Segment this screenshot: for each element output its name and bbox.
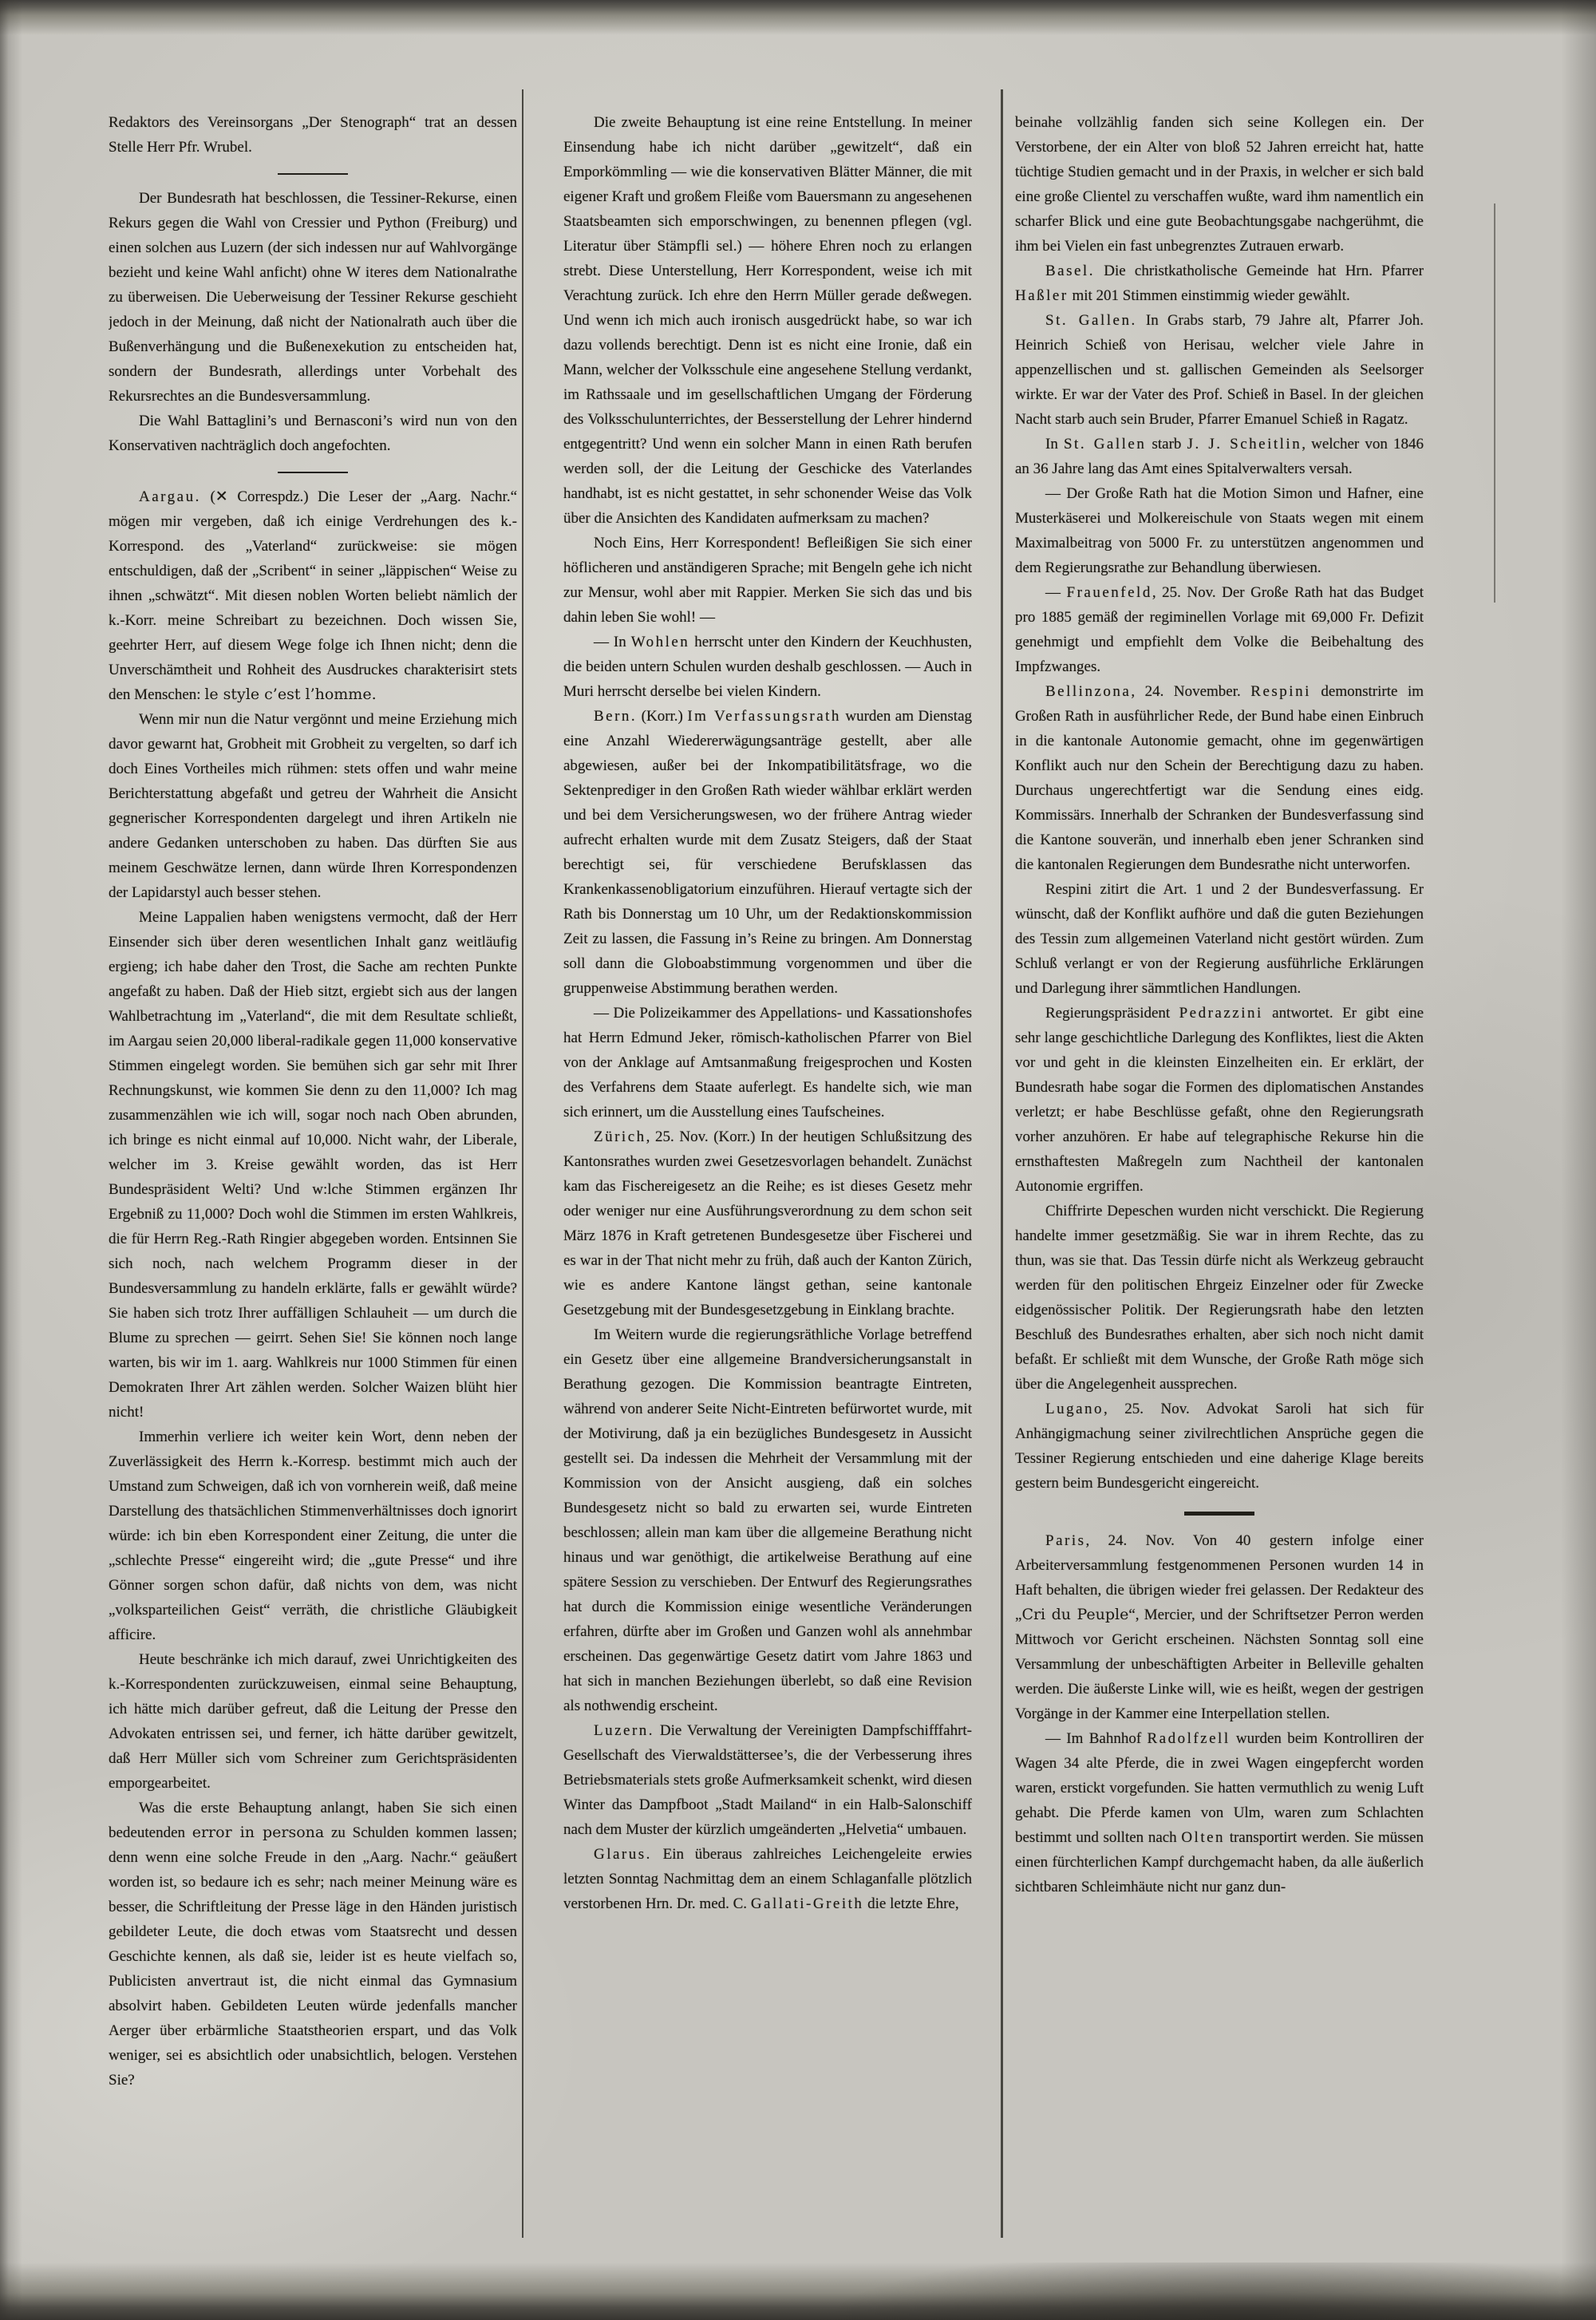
body-text: Heute beschränke ich mich darauf, zwei Unrichtigkeiten des k.-Korrespondenten zurückzuweisen, einmal seine Behauptung, ich hätte mich darüber gefreut, daß die Leitung der Presse den Advokaten entrissen sei, und ferner, ich hätte darüber gewitzelt, daß Herr Müller sich vom Schreiner zum Gerichtspräsidenten emporgearbeitet. [109, 1651, 517, 1792]
spaced-lead: Radolfzell [1147, 1730, 1231, 1747]
body-text: Die Wahl Battaglini’s und Bernasconi’s wird nun von den Konservativen nachträglich doch angefochten. [109, 413, 517, 454]
paragraph [1015, 1726, 1424, 1899]
paragraph [109, 707, 517, 905]
body-text: Die christkatholische Gemeinde hat Hrn. Pfarrer [1094, 263, 1424, 279]
section-divider [278, 472, 348, 473]
body-text: Die zweite Behauptung ist eine reine Entstellung. In meiner Einsendung habe ich nicht darüber „gewitzelt“, daß ein Emporkömmling — wie die konservativen Blätter Männer, die mit eigener Kraft und großem Fleiße vom Bauersmann zu angesehenen Staatsbeamten sich emporschwingen, zu benennen pflegen (vgl. Literatur über Stämpfli sel.) — höhere Ehren noch zu erlangen strebt. Diese Unterstellung, Herr Korrespondent, weise ich mit Verachtung zurück. Ich ehre den Herrn Müller gerade deßwegen. Und wenn ich mich auch ironisch ausgedrückt habe, so war ich dazu vollends berechtigt. Denn ist es nicht eine Ironie, daß ein Mann, welcher der Volksschule eine angesehene Stellung verdankt, im Rathssaale und im gesellschaftlichen Umgang der Förderung des Volksschulunterrichtes, der Besserstellung der Lehrer hindernd entgegentritt? Und wenn ein solcher Mann in einen Rath berufen werden soll, der die Leitung der Geschicke des Vaterlandes handhabt, ist es nicht gestattet, in sehr schonender Weise das Volk über die Ansichten des Kandidaten aufmerksam zu machen? [563, 114, 972, 527]
paragraph [563, 1124, 972, 1322]
body-text: starb [1146, 436, 1187, 453]
spaced-lead: Respini [1250, 683, 1311, 700]
body-text: (Korr.) [637, 708, 688, 725]
scan-artifact-line [1494, 204, 1495, 603]
paragraph [109, 1647, 517, 1796]
paragraph [563, 531, 972, 630]
newspaper-column-3 [1015, 110, 1424, 2298]
body-text: , 25. Nov. Advokat Saroli hat sich für Anhängigmachung seiner zivilrechtlichen Ansprüche gegen die Tessiner Regierung entschieden und eine daherige Klage bereits gestern beim Bundesgericht eingereicht. [1015, 1401, 1424, 1492]
antiqua-text: le style c’est l’homme. [204, 686, 377, 703]
paragraph [1015, 1001, 1424, 1199]
newspaper-column-2 [563, 110, 972, 2298]
body-text: Die Verwaltung der Vereinigten Dampfschifffahrt-Gesellschaft des Vierwaldstättersee’s, die der Verbesserung ihres Betriebsmaterials stets große Aufmerksamkeit schenkt, wird diesen Winter das Dampfboot „Stadt Mailand“ in ein Halb-Salonschiff nach dem Muster der kürzlich umgeänderten „Helvetia“ umbauen. [563, 1722, 972, 1838]
paragraph [563, 1001, 972, 1124]
spaced-lead: Paris [1045, 1532, 1086, 1549]
body-text: Noch Eins, Herr Korrespondent! Befleißigen Sie sich einer höflicheren und anständigeren Sprache; mit Bengeln gehe ich nicht zur Mensur, wohl aber mit Rappier. Merken Sie sich das und bis dahin leben Sie wohl! — [563, 535, 972, 626]
body-text: Respini zitirt die Art. 1 und 2 der Bundesverfassung. Er wünscht, daß der Konflikt aufhöre und daß die guten Beziehungen des Tessin zum allgemeinen Vaterland nicht gestört würden. Zum Schluß verlangt er von der Regierung ausführliche Erklärungen und Darlegung ihrer sämmtlichen Handlungen. [1015, 881, 1424, 997]
paragraph [1015, 308, 1424, 432]
spaced-lead: Pedrazzini [1179, 1005, 1263, 1022]
paragraph [109, 1796, 517, 2093]
body-text: In Grabs starb, 79 Jahre alt, Pfarrer Joh. Heinrich Schieß von Herisau, welcher viele Jahre in appenzellischen und st. gallischen Gemeinden als Seelsorger wirkte. Er war der Vater des Prof. Schieß in Basel. In der gleichen Nacht starb auch sein Bruder, Pfarrer Emanuel Schieß in Ragatz. [1015, 312, 1424, 428]
body-text: Immerhin verliere ich weiter kein Wort, denn neben der Zuverlässigkeit des Herrn k.-Korresp. bestimmt mich auch der Umstand zum Schweigen, daß ich von vornherein weiß, daß meine Darstellung des thatsächlichen Stimmenverhältnisses doch ignorirt würde: ich bin eben Korrespondent einer Zeitung, die unter die „schlechte Presse“ eingereiht wird; die „gute Presse“ und ihre Gönner sorgen schon dafür, daß nichts von dem, was nicht „volksparteilichen Geist“ verräth, die christliche Gläubigkeit afficire. [109, 1429, 517, 1643]
spaced-lead: Bern. [594, 708, 638, 725]
body-text: Ein überaus zahlreiches Leichengeleite erwies letzten Sonntag Nachmittag dem an einem Schlaganfalle plötzlich verstorbenen Hrn. Dr. med. C. [563, 1846, 972, 1912]
spaced-lead: Luzern. [594, 1722, 655, 1739]
body-text: wurden am Dienstag eine Anzahl Wiedererwägungsanträge gestellt, aber alle abgewiesen, außer bei der Inkompatibilitätsfrage, wo die Sektenprediger in den Großen Rath wieder wählbar erklärt werden und bei dem Versicherungswesen, wo der frühere Antrag wieder aufrecht erhalten wurde mit dem Zusatz Steigers, daß der Staat berechtigt sei, für verschiedene Berufsklassen das Krankenkassenobligatorium einzuführen. Hierauf vertagte sich der Rath bis Donnerstag um 10 Uhr, um der Redaktionskommission Zeit zu lassen, die Fassung in’s Reine zu bringen. Am Donnerstag soll dann die Globoabstimmung vorgenommen und über die gruppenweise Abstimmung berathen werden. [563, 708, 972, 997]
spaced-lead: Im Verfassungsrath [687, 708, 841, 725]
body-text: , 25. Nov. Der Große Rath hat das Budget pro 1885 gemäß der regiminellen Vorlage mit 69,000 Fr. Defizit genehmigt und empfiehlt dem Volke die Beibehaltung des Impfzwanges. [1015, 584, 1424, 675]
paragraph [1015, 481, 1424, 580]
paragraph [563, 704, 972, 1001]
paragraph [109, 110, 517, 160]
paragraph [1015, 432, 1424, 481]
paragraph [563, 1718, 972, 1842]
paragraph [563, 1322, 972, 1718]
body-text: — In [594, 634, 631, 650]
paragraph [109, 1425, 517, 1647]
spaced-lead: Basel. [1045, 263, 1095, 279]
body-text: Was die erste Behauptung anlangt, haben Sie sich einen bedeutenden [109, 1800, 517, 1841]
body-text: wurden beim Kontrolliren der Wagen 34 alte Pferde, die in zwei Wagen eingepfercht worden waren, erstickt vorgefunden. Sie hatten vermuthlich zu wenig Luft gehabt. Die Pferde kamen von Ulm, waren zum Schlachten bestimmt und sollten nach [1015, 1730, 1424, 1846]
spaced-lead: Aargau. [139, 488, 201, 505]
scan-edge-right [1561, 0, 1596, 2320]
body-text: — Der Große Rath hat die Motion Simon und Hafner, eine Musterkäserei und Molkereischule von Staats wegen mit einem Maximalbeitrag von 5000 Fr. zu unterstützen angenommen und dem Regierungsrathe zur Behandlung überwiesen. [1015, 485, 1424, 576]
newspaper-column-1 [109, 110, 517, 2298]
body-text: In [1045, 436, 1064, 453]
antiqua-text: Cri du Peuple [1021, 1606, 1129, 1623]
scan-edge-left [0, 0, 22, 2320]
scan-edge-top [0, 0, 1596, 35]
paragraph [563, 1842, 972, 1916]
spaced-lead: Wohlen [630, 634, 690, 650]
spaced-lead: Haßler [1015, 287, 1069, 304]
body-text: mit 201 Stimmen einstimmig wieder gewählt. [1068, 287, 1350, 304]
body-text: Redaktors des Vereinsorgans „Der Stenograph“ trat an dessen Stelle Herr Pfr. Wrubel. [109, 114, 517, 156]
body-text: Chiffrirte Depeschen wurden nicht verschickt. Die Regierung handelte immer gesetzmäßig. Sie war in ihrem Rechte, das zu thun, was sie that. Das Tessin dürfe nicht als Werkzeug gebraucht werden für den politischen Ehrgeiz Einzelner oder für Zwecke eidgenössischer Politik. Der Regierungsrath habe den letzten Beschluß des Bundesrathes erhalten, aber sich noch nicht damit befaßt. Er schließt mit dem Wunsche, der Große Rath möge sich über die Angelegenheit aussprechen. [1015, 1203, 1424, 1393]
paragraph [1015, 877, 1424, 1001]
column-rule-left [522, 89, 523, 2238]
body-text: zu Schulden kommen lassen; denn wenn eine solche Freude in den „Aarg. Nachr.“ geäußert worden ist, so bedaure ich es sehr; nach meiner Meinung wäre es besser, die Schriftleitung der Presse läge in den Händen juristisch gebildeter Leute, die doch etwas vom Staatsrecht und dessen Geschichte kennen, als daß sie, leider ist es heute vielfach so, Publicisten anvertraut ist, die nicht einmal das Gymnasium absolvirt haben. Gebildeten Leuten würde jedenfalls mancher Aerger über erbärmliche Staatstheorien erspart, und das Volk weniger, sei es absichtlich oder unabsichtlich, belogen. Verstehen Sie? [109, 1824, 517, 2089]
body-text: herrscht unter den Kindern der Keuchhusten, die beiden untern Schulen wurden deshalb geschlossen. — Auch in Muri herrscht derselbe bei vielen Kindern. [563, 634, 972, 700]
body-text: — Im Bahnhof [1045, 1730, 1148, 1747]
section-divider [1184, 1512, 1254, 1516]
paragraph [109, 905, 517, 1425]
body-text: “, Mercier, und der Schriftsetzer Perron werden Mittwoch vor Gericht erscheinen. Nächsten Sonntag soll eine Versammlung der unbeschäftigten Arbeiter in Belleville gehalten werden. Die äußerste Linke will, wie es heißt, wegen der gestrigen Vorgänge in der Kammer eine Interpellation stellen. [1015, 1607, 1424, 1722]
body-text: Der Bundesrath hat beschlossen, die Tessiner-Rekurse, einen Rekurs gegen die Wahl von Cressier und Python (Freiburg) und einen solchen aus Luzern (der sich indessen nur auf Wahlvorgänge bezieht und keine Wahl anficht) ohne W iteres dem Nationalrathe zu überweisen. Die Ueberweisung der Tessiner Rekurse geschieht jedoch in der Meinung, daß nicht der Nationalrath auch über die Bußenverhängung und die Bußenexekution zu entscheiden hat, sondern der Bundesrath, allerdings unter Vorbehalt des Rekursrechtes an die Bundesversammlung. [109, 190, 517, 405]
body-text: beinahe vollzählig fanden sich seine Kollegen ein. Der Verstorbene, der ein Alter von bloß 52 Jahren erreicht hat, hatte tüchtige Studien gemacht und in der Praxis, in welcher er sich bald eine große Clientel zu verschaffen wußte, ward ihm namentlich ein scharfer Blick und eine gute Beobachtungsgabe nachgerühmt, die ihm bei Vielen ein fast unbegrenztes Zutrauen erwarb. [1015, 114, 1424, 255]
body-text: Wenn mir nun die Natur vergönnt und meine Erziehung mich davor gewarnt hat, Grobheit mit Grobheit zu vergelten, so darf ich doch Eines Vortheiles mich rühmen: stets offen und wahr meine Berichterstattung abgefaßt und getreu der Wahrheit die Ansicht gegnerischer Korrespondenten dargelegt und ihren Artikeln nie andere Gedanken unterschoben zu haben. Das dürften Sie aus meinem Geschwätze lernen, dann würde Ihren Korrespondenzen der Lapidarstyl auch besser stehen. [109, 711, 517, 901]
spaced-lead: J. J. Scheitlin [1187, 436, 1302, 453]
paragraph [1015, 259, 1424, 308]
paragraph [1015, 1199, 1424, 1397]
body-text: , welcher von 1846 an 36 Jahre lang das Amt eines Spitalverwalters versah. [1015, 436, 1424, 477]
column-rule-right [1001, 89, 1003, 2238]
body-text: die letzte Ehre, [863, 1895, 959, 1912]
body-text: — Die Polizeikammer des Appellations- und Kassationshofes hat Herrn Edmund Jeker, römisch-katholischen Pfarrer von Biel von der Anklage auf Amtsanmaßung freigesprochen und Kosten des Verfahrens dem Staate auferlegt. Es handelte sich, wie man sich erinnert, um die Ausstellung eines Taufscheines. [563, 1005, 972, 1120]
body-text: , 24. Nov. Von 40 gestern infolge einer Arbeiterversammlung festgenommenen Personen wurden 14 in Haft behalten, die übrigen wieder frei gelassen. Der Redakteur des „ [1015, 1532, 1424, 1623]
body-text: transportirt werden. Sie müssen einen fürchterlichen Kampf durchgemacht haben, da alle äußerlich sichtbaren Schleimhäute nicht nur ganz dun- [1015, 1829, 1424, 1895]
spaced-lead: Frauenfeld [1066, 584, 1152, 601]
spaced-lead: Bellinzona [1045, 683, 1132, 700]
paragraph [563, 110, 972, 531]
body-text: — [1045, 584, 1067, 601]
paragraph [109, 484, 517, 707]
spaced-lead: Zürich [594, 1128, 646, 1145]
antiqua-text: error in persona [192, 1824, 325, 1841]
paragraph [109, 409, 517, 458]
paragraph [1015, 1397, 1424, 1496]
body-text: (✕ Correspdz.) Die Leser der „Aarg. Nachr.“ mögen mir vergeben, daß ich einige Verdrehungen des k.-Korrespond. des „Vaterland“ zurückweise: sie mögen entschuldigen, daß der „Scribent“ in seiner „läppischen“ Weise zu ihnen „schwätzt“. Mit diesen noblen Worten beliebt nämlich der k.-Korr. meine Schreibart zu bezeichnen. Doch wissen Sie, geehrter Herr, auf diesem Wege folge ich Ihnen nicht; denn die Unverschämtheit und Rohheit des Ausdruckes charakterisirt stets den Menschen: [109, 488, 517, 703]
paragraph [1015, 580, 1424, 679]
paragraph [1015, 679, 1424, 877]
spaced-lead: Lugano [1045, 1401, 1104, 1417]
paragraph [563, 630, 972, 704]
spaced-lead: St. Gallen. [1045, 312, 1137, 329]
paragraph [1015, 1528, 1424, 1726]
paragraph [109, 186, 517, 409]
body-text: Regierungspräsident [1045, 1005, 1179, 1022]
body-text: Im Weitern wurde die regierungsräthliche Vorlage betreffend ein Gesetz über eine allgemeine Brandversicherungsanstalt in Berathung gezogen. Die Kommission beantragte Eintreten, während von anderer Seite Nicht-Eintreten befürwortet wurde, mit der Motivirung, daß ja ein bezügliches Bundesgesetz in Aussicht gestellt sei. Da indessen die Mehrheit der Versammlung mit der Kommission von der Ansicht ausgieng, daß ein solches Bundesgesetz nicht so bald zu erwarten sei, wurde Eintreten beschlossen; allein man kam über die allgemeine Berathung nicht hinaus und war genöthigt, die artikelweise Berathung auf eine spätere Session zu verschieben. Der Entwurf des Regierungsrathes hat durch die Kommission einige wesentliche Veränderungen erfahren, dürfte aber im Großen und Ganzen wohl als annehmbar erscheinen. Das gegenwärtige Gesetz datirt vom Jahre 1863 und hat sich in manchen Beziehungen überlebt, so daß eine Revision als nothwendig erscheint. [563, 1326, 972, 1714]
body-text: antwortet. Er gibt eine sehr lange geschichtliche Darlegung des Konfliktes, liest die Akten vor und geht in die kleinsten Einzelheiten ein. Er erklärt, der Bundesrath habe sogar die Formen des diplomatischen Anstandes verletzt; er habe Beschlüsse gefaßt, ohne den Regierungsrath vorher anzuhören. Er habe auf telegraphische Rekurse hin die ernsthaftesten Maßregeln zum Nachtheil der kantonalen Autonomie ergriffen. [1015, 1005, 1424, 1195]
body-text: demonstrirte im Großen Rath in ausführlicher Rede, der Bund habe einen Einbruch in die kantonale Autonomie gemacht, ohne im gegenwärtigen Konflikt auch nur den Schein der Berechtigung dazu zu haben. Durchaus ungerechtfertigt war die Sendung eines eidg. Kommissärs. Innerhalb der Schranken der Bundesverfassung sind die Kantone souverän, und innerhalb eben jener Schranken sind die kantonalen Regierungen dem Bundesrathe nicht unterworfen. [1015, 683, 1424, 873]
spaced-lead: Olten [1181, 1829, 1226, 1846]
body-text: , 24. November. [1131, 683, 1251, 700]
paragraph [1015, 110, 1424, 259]
body-text: Meine Lappalien haben wenigstens vermocht, daß der Herr Einsender sich über deren wesentlichen Inhalt ganz weitläufig ergieng; ich habe daher den Trost, die Sache am rechten Punkte angefaßt zu haben. Daß der Hieb sitzt, ergiebt sich aus der langen Wahlbetrachtung im „Vaterland“, die mit dem Resultate schließt, im Aargau seien 20,000 liberal-radikale gegen 11,000 konservative Stimmen eingelegt worden. Sie bemühen sich gar sehr mit Ihrer Rechnungskunst, wie kommen Sie denn zu den 11,000? Ich mag zusammenzählen wie ich will, sogar noch nach Oben abrunden, ich bringe es nicht einmal auf 10,000. Nicht wahr, der Liberale, welcher im 3. Kreise gewählt worden, das ist Herr Bundespräsident Welti? Und w:lche Stimmen ergänzen Ihr Ergebniß zu 11,000? Doch wohl die Stimmen im ersten Wahlkreis, die für Herrn Reg.-Rath Ringier abgegeben worden. Entsinnen Sie sich noch, nach welchem Programm dieser in der Bundesversammlung zu handeln erklärte, falls er gewählt würde? Sie haben sich trotz Ihrer auffälligen Schlauheit — um durch die Blume zu sprechen — geirrt. Sehen Sie! Sie können noch lange warten, bis wir im 1. aarg. Wahlkreis nur 1000 Stimmen für einen Demokraten Ihrer Art zählen werden. Solcher Waizen blüht hier nicht! [109, 909, 517, 1421]
spaced-lead: St. Gallen [1063, 436, 1147, 453]
spaced-lead: Gallati-Greith [750, 1895, 864, 1912]
body-text: , 25. Nov. (Korr.) In der heutigen Schlußsitzung des Kantonsrathes wurden zwei Gesetzesvorlagen behandelt. Zunächst kam das Fischereigesetz an die Reihe; es ist dieses Gesetz mehr oder weniger nur eine Ausführungsverordnung zu dem schon seit März 1876 in Kraft getretenen Bundesgesetze über Fischerei und es war in der That nicht mehr zu früh, daß auch der Kanton Zürich, wie es andere Kantone längst gethan, seine kantonale Gesetzgebung mit der Bundesgesetzgebung in Einklang brachte. [563, 1128, 972, 1318]
spaced-lead: Glarus. [594, 1846, 652, 1863]
section-divider [278, 173, 348, 175]
